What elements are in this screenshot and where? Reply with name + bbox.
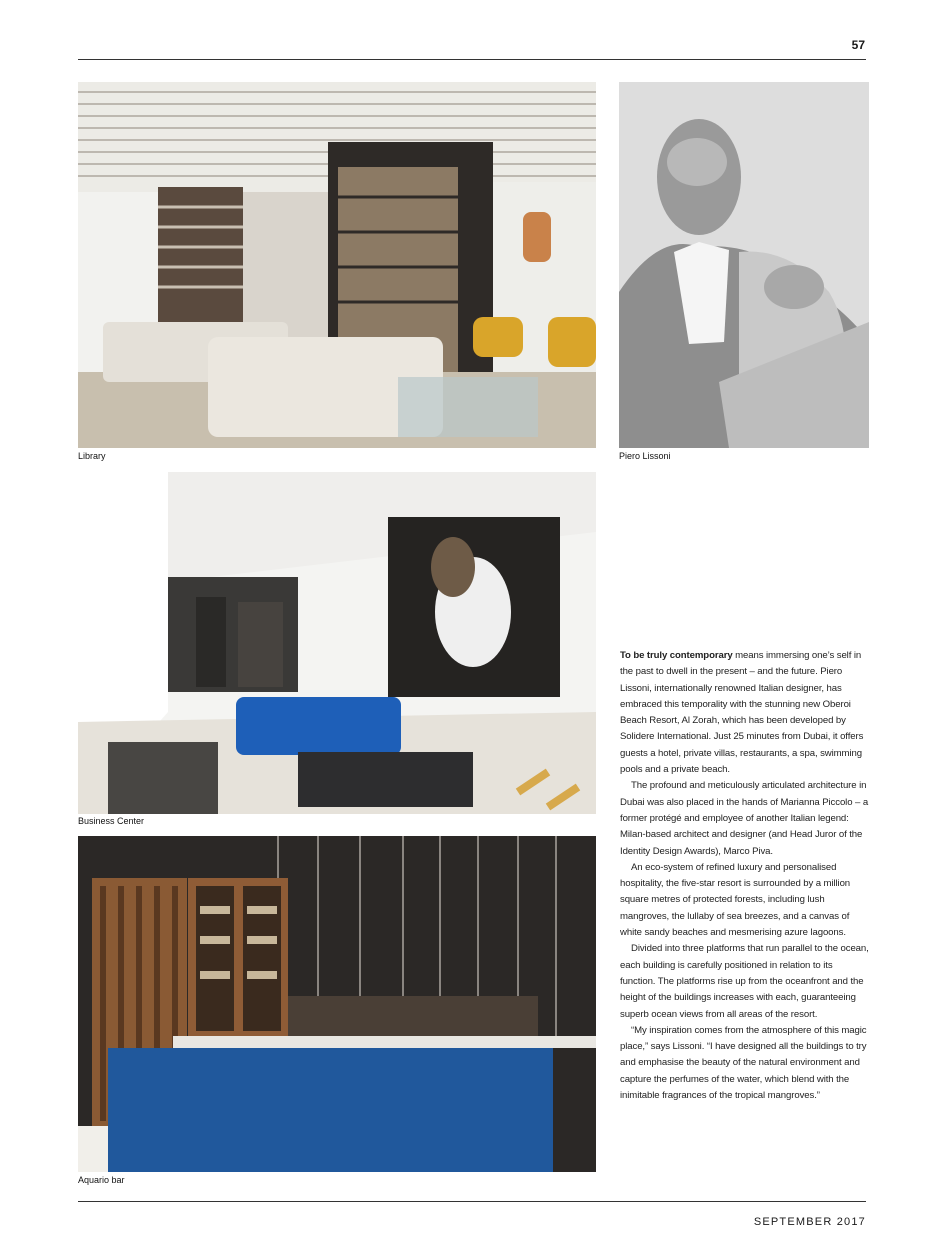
- header-rule: [78, 59, 866, 60]
- library-photo: [78, 82, 596, 448]
- article-lead: To be truly contemporary: [620, 650, 733, 661]
- article-paragraph-3: An eco-system of refined luxury and personalised hospitality, the five-star resort is surrounded by a million square metres of protected forests, including lush mangroves, the lullaby of sea breezes, and a canvas of white sandy beaches and mesmerising azure lagoons.: [620, 861, 851, 939]
- article-paragraph-2: The profound and meticulously articulated architecture in Dubai was also placed in the hands of Marianna Piccolo – a former protégé and employee of another Italian legend: Milan-based architect and designer (and Head Juror of the Identity Design Awards), Marco Piva.: [620, 780, 869, 857]
- page-number: 57: [851, 38, 865, 52]
- footer-rule: [78, 1201, 866, 1202]
- issue-date: SEPTEMBER 2017: [753, 1216, 866, 1228]
- article-paragraph-1: [620, 648, 870, 778]
- library-caption: Library: [78, 451, 106, 461]
- article-paragraph-1-text: means immersing one’s self in the past to dwell in the present – and the future. Piero Lissoni, internationally renowned Italian designer, has embraced this temporality with the stunning new Oberoi Beach Resort, Al Zorah, which has been developed by Solidere International. Just 25 minutes from Dubai, it offers guests a hotel, private villas, restaurants, a spa, swimming pools and a private beach.: [620, 650, 864, 776]
- article-paragraph-5: “My inspiration comes from the atmosphere of this magic place,” says Lissoni. “I have designed all the buildings to try and emphasise the beauty of the natural environment and capture the perfumes of the water, which blend with the inimitable fragrances of the tropical mangroves.”: [620, 1024, 867, 1102]
- article-paragraph-4: Divided into three platforms that run parallel to the ocean, each building is carefully positioned in relation to its function. The platforms rise up from the oceanfront and the height of the buildings increases with each, guaranteeing superb ocean views from all areas of the resort.: [620, 943, 869, 1020]
- article-body: [620, 648, 870, 1104]
- business-center-photo: [78, 472, 596, 814]
- portrait-caption: Piero Lissoni: [619, 451, 671, 461]
- portrait-photo: [619, 82, 869, 448]
- aquario-bar-caption: Aquario bar: [78, 1175, 125, 1185]
- business-center-caption: Business Center: [78, 816, 145, 826]
- aquario-bar-photo: [78, 836, 596, 1172]
